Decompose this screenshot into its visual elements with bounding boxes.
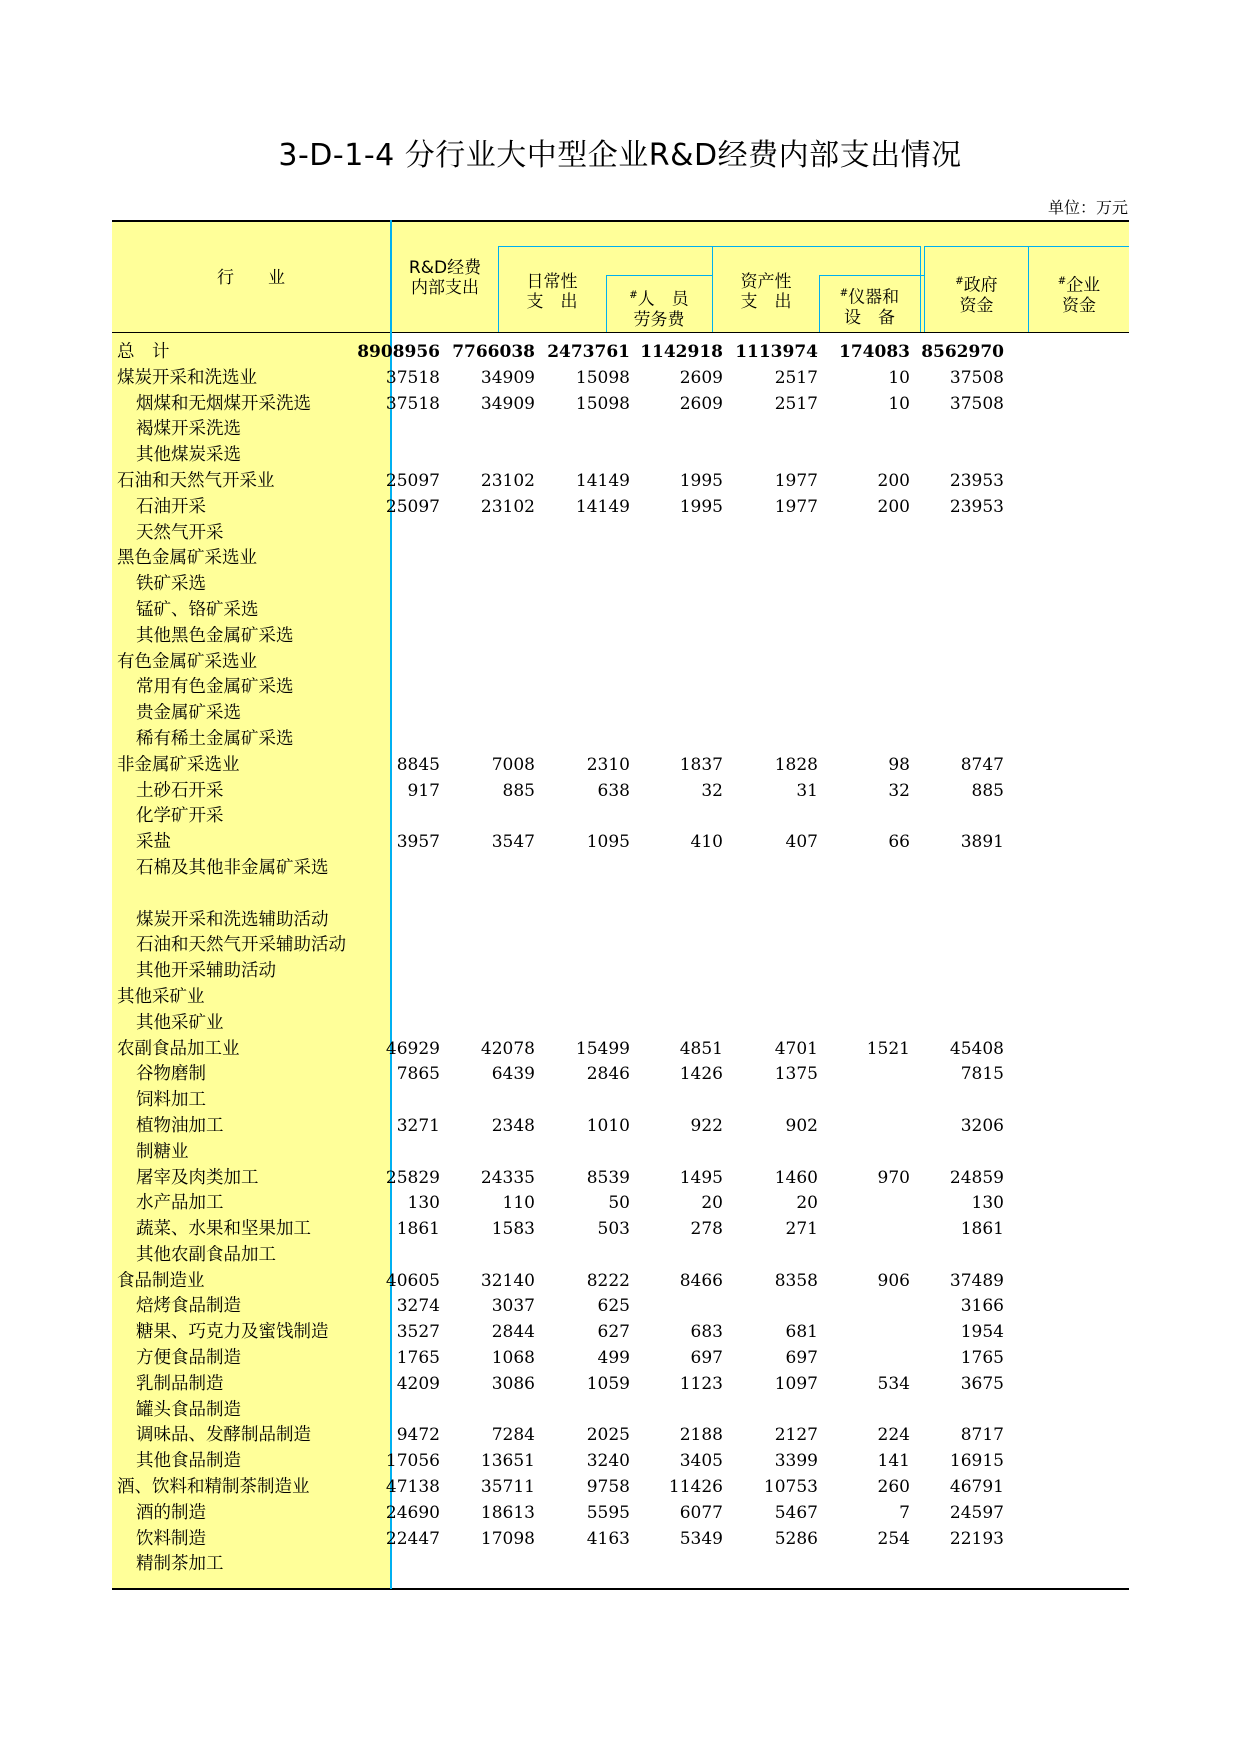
cell-equipment: 3399 (774, 1451, 818, 1472)
cell-daily: 2844 (491, 1322, 535, 1343)
cell-rd-total: 25097 (385, 470, 440, 491)
cell-equipment: 1977 (774, 470, 818, 491)
cell-rd-total: 25097 (385, 496, 440, 517)
cell-equipment: 697 (785, 1348, 818, 1369)
table-row (112, 1062, 1129, 1088)
row-label: 煤炭开采和洗选辅助活动 (136, 909, 329, 930)
cell-government-funds: 10 (888, 393, 910, 414)
cell-daily: 17098 (480, 1528, 535, 1549)
header-government-line1: 政府 (963, 275, 998, 296)
cell-labor: 8539 (586, 1167, 630, 1188)
cell-equipment: 407 (785, 832, 818, 853)
table-row (112, 882, 1129, 908)
row-label: 蔬菜、水果和坚果加工 (136, 1219, 311, 1240)
row-label: 稀有稀土金属矿采选 (136, 728, 294, 749)
header-labor-line2: 劳务费 (633, 309, 685, 330)
cell-capital: 3405 (679, 1451, 723, 1472)
table-row (112, 1449, 1129, 1475)
cell-government-funds: 534 (877, 1373, 910, 1394)
header-rd-total-line1: R&D经费 (408, 258, 482, 278)
table-row (112, 1140, 1129, 1166)
cell-government-funds: 10 (888, 367, 910, 388)
table-row (112, 1372, 1129, 1398)
table-row (112, 701, 1129, 727)
header-enterprise-mark: # (1057, 276, 1067, 287)
cell-equipment: 681 (785, 1322, 818, 1343)
cell-enterprise-funds: 23953 (949, 470, 1004, 491)
row-label: 铁矿采选 (136, 574, 206, 595)
cell-equipment: 2127 (774, 1425, 818, 1446)
row-label: 饲料加工 (136, 1090, 206, 1111)
cell-enterprise-funds: 3206 (960, 1115, 1004, 1136)
cell-daily: 1583 (491, 1219, 535, 1240)
cell-government-funds: 200 (877, 470, 910, 491)
table-row (112, 1037, 1129, 1063)
cell-daily: 7766038 (452, 342, 535, 362)
row-label: 采盐 (136, 832, 171, 853)
cell-capital: 2609 (679, 367, 723, 388)
cell-rd-total: 25829 (385, 1167, 440, 1188)
cell-enterprise-funds: 37489 (949, 1270, 1004, 1291)
table-row (112, 624, 1129, 650)
row-label: 农副食品加工业 (117, 1038, 240, 1059)
header-capital (713, 272, 819, 312)
table-bottom-rule (112, 1588, 1129, 1590)
cell-equipment: 4701 (774, 1038, 818, 1059)
header-labor-mark: # (629, 290, 638, 301)
table-row (112, 856, 1129, 882)
cell-rd-total: 37518 (385, 393, 440, 414)
table-row (112, 1398, 1129, 1424)
cell-government-funds: 32 (888, 780, 910, 801)
page-title: 3-D-1-4 分行业大中型企业R&D经费内部支出情况 (278, 138, 962, 173)
cell-equipment: 1113974 (735, 342, 818, 362)
table-row (112, 469, 1129, 495)
header-equipment-mark: # (839, 288, 849, 299)
header-government-line2: 资金 (959, 295, 994, 316)
cell-rd-total: 3271 (396, 1115, 440, 1136)
header-industry: 行 业 (217, 268, 285, 288)
table-row (112, 933, 1129, 959)
cell-enterprise-funds: 45408 (949, 1038, 1004, 1059)
cell-equipment: 31 (796, 780, 818, 801)
cell-enterprise-funds: 130 (971, 1193, 1004, 1214)
header-enterprise-line1: 企业 (1066, 275, 1101, 296)
row-label: 其他食品制造 (136, 1451, 241, 1472)
cell-daily: 3086 (491, 1373, 535, 1394)
cell-capital: 4851 (679, 1038, 723, 1059)
table-row (112, 495, 1129, 521)
table-row (112, 521, 1129, 547)
column-divider (920, 246, 921, 332)
cell-rd-total: 37518 (385, 367, 440, 388)
table-row (112, 804, 1129, 830)
cell-government-funds: 141 (877, 1451, 910, 1472)
cell-enterprise-funds: 23953 (949, 496, 1004, 517)
cell-capital: 1142918 (640, 342, 723, 362)
row-label: 贵金属矿采选 (136, 703, 241, 724)
table-row (112, 598, 1129, 624)
cell-rd-total: 3527 (396, 1322, 440, 1343)
row-label: 精制茶加工 (136, 1554, 224, 1575)
cell-labor: 2473761 (547, 342, 630, 362)
table-row (112, 1011, 1129, 1037)
unit-label: 单位：万元 (1047, 198, 1128, 217)
table-row (112, 727, 1129, 753)
row-label: 焙烤食品制造 (136, 1296, 241, 1317)
cell-enterprise-funds: 885 (971, 780, 1004, 801)
cell-labor: 14149 (575, 496, 630, 517)
cell-labor: 1010 (586, 1115, 630, 1136)
table-row (112, 1166, 1129, 1192)
table-row (112, 443, 1129, 469)
cell-rd-total: 7865 (396, 1064, 440, 1085)
cell-labor: 9758 (586, 1477, 630, 1498)
row-label: 其他黑色金属矿采选 (136, 625, 294, 646)
cell-rd-total: 3274 (396, 1296, 440, 1317)
data-table (112, 220, 1129, 1590)
row-label: 制糖业 (136, 1141, 189, 1162)
cell-daily: 110 (502, 1193, 535, 1214)
cell-equipment: 1977 (774, 496, 818, 517)
table-row (112, 546, 1129, 572)
cell-enterprise-funds: 37508 (949, 367, 1004, 388)
cell-equipment: 10753 (763, 1477, 818, 1498)
cell-labor: 50 (608, 1193, 630, 1214)
table-row (112, 1346, 1129, 1372)
row-label: 其他开采辅助活动 (136, 961, 276, 982)
table-row (112, 417, 1129, 443)
cell-enterprise-funds: 3675 (960, 1373, 1004, 1394)
header-daily (498, 272, 606, 312)
cell-enterprise-funds: 46791 (949, 1477, 1004, 1498)
row-label: 黑色金属矿采选业 (117, 548, 257, 569)
cell-equipment: 271 (785, 1219, 818, 1240)
cell-government-funds: 66 (888, 832, 910, 853)
cell-labor: 2310 (586, 754, 630, 775)
cell-enterprise-funds: 8747 (960, 754, 1004, 775)
row-label: 谷物磨制 (136, 1064, 206, 1085)
row-label: 水产品加工 (136, 1193, 224, 1214)
row-label: 非金属矿采选业 (117, 754, 240, 775)
table-row-total (112, 340, 1129, 366)
table-row (112, 959, 1129, 985)
cell-equipment: 5467 (774, 1502, 818, 1523)
header-enterprise-line2: 资金 (1062, 295, 1096, 316)
table-row (112, 1269, 1129, 1295)
cell-daily: 34909 (480, 393, 535, 414)
cell-equipment: 1828 (774, 754, 818, 775)
table-row (112, 753, 1129, 779)
cell-daily: 23102 (480, 470, 535, 491)
cell-government-funds: 260 (877, 1477, 910, 1498)
row-label: 煤炭开采和洗选业 (117, 367, 257, 388)
cell-labor: 627 (597, 1322, 630, 1343)
table-row (112, 1294, 1129, 1320)
cell-labor: 1059 (586, 1373, 630, 1394)
cell-daily: 32140 (480, 1270, 535, 1291)
row-label: 调味品、发酵制品制造 (136, 1425, 311, 1446)
cell-daily: 35711 (480, 1477, 535, 1498)
header-labor (606, 286, 712, 330)
header-divider (606, 275, 713, 276)
header-labor-line1: 人 员 (637, 289, 689, 310)
table-row (112, 392, 1129, 418)
header-capital-line1: 资产性 (740, 272, 792, 292)
cell-daily: 885 (502, 780, 535, 801)
cell-rd-total: 3957 (396, 832, 440, 853)
cell-rd-total: 47138 (385, 1477, 440, 1498)
header-divider (924, 246, 1129, 247)
cell-daily: 1068 (491, 1348, 535, 1369)
header-government-mark: # (955, 276, 964, 287)
cell-labor: 625 (597, 1296, 630, 1317)
table-row (112, 830, 1129, 856)
cell-rd-total: 917 (407, 780, 440, 801)
cell-government-funds: 174083 (839, 342, 910, 362)
cell-equipment: 2517 (774, 367, 818, 388)
cell-enterprise-funds: 3891 (960, 832, 1004, 853)
cell-rd-total: 46929 (385, 1038, 440, 1059)
cell-enterprise-funds: 8562970 (921, 342, 1004, 362)
cell-equipment: 1375 (774, 1064, 818, 1085)
row-label: 屠宰及肉类加工 (136, 1167, 259, 1188)
cell-rd-total: 8908956 (357, 342, 440, 362)
cell-capital: 683 (690, 1322, 723, 1343)
table-row (112, 1527, 1129, 1553)
cell-government-funds: 7 (899, 1502, 910, 1523)
header-rd-total (392, 258, 498, 298)
row-label: 烟煤和无烟煤开采洗选 (136, 393, 311, 414)
cell-labor: 1095 (586, 832, 630, 853)
header-daily-line2: 支 出 (526, 292, 578, 312)
cell-labor: 15499 (575, 1038, 630, 1059)
row-label: 饮料制造 (136, 1528, 206, 1549)
row-label: 其他采矿业 (117, 986, 205, 1007)
cell-capital: 922 (690, 1115, 723, 1136)
cell-capital: 11426 (668, 1477, 723, 1498)
header-capital-line2: 支 出 (740, 292, 792, 312)
cell-daily: 18613 (480, 1502, 535, 1523)
cell-daily: 13651 (480, 1451, 535, 1472)
cell-equipment: 2517 (774, 393, 818, 414)
cell-enterprise-funds: 8717 (960, 1425, 1004, 1446)
table-row (112, 1552, 1129, 1578)
table-row (112, 1423, 1129, 1449)
table-body (112, 340, 1129, 1578)
table-top-rule (112, 220, 1129, 222)
row-label: 石棉及其他非金属矿采选 (136, 857, 329, 878)
cell-capital: 410 (690, 832, 723, 853)
row-label: 糖果、巧克力及蜜饯制造 (136, 1322, 329, 1343)
row-label: 石油和天然气开采辅助活动 (136, 935, 346, 956)
cell-labor: 5595 (586, 1502, 630, 1523)
cell-labor: 15098 (575, 393, 630, 414)
cell-capital: 5349 (679, 1528, 723, 1549)
cell-rd-total: 9472 (396, 1425, 440, 1446)
table-row (112, 572, 1129, 598)
cell-daily: 3037 (491, 1296, 535, 1317)
table-row (112, 1191, 1129, 1217)
cell-daily: 24335 (480, 1167, 535, 1188)
cell-government-funds: 906 (877, 1270, 910, 1291)
row-label: 酒的制造 (136, 1502, 206, 1523)
cell-daily: 7008 (491, 754, 535, 775)
header-divider (498, 246, 921, 247)
cell-capital: 697 (690, 1348, 723, 1369)
row-label: 常用有色金属矿采选 (136, 677, 294, 698)
cell-government-funds: 200 (877, 496, 910, 517)
cell-capital: 2188 (679, 1425, 723, 1446)
cell-capital: 32 (701, 780, 723, 801)
cell-capital: 1995 (679, 496, 723, 517)
table-row (112, 1320, 1129, 1346)
cell-labor: 15098 (575, 367, 630, 388)
cell-labor: 3240 (586, 1451, 630, 1472)
cell-government-funds: 224 (877, 1425, 910, 1446)
header-bottom-rule (112, 332, 1129, 333)
cell-equipment: 5286 (774, 1528, 818, 1549)
cell-equipment: 1460 (774, 1167, 818, 1188)
cell-capital: 1426 (679, 1064, 723, 1085)
cell-labor: 14149 (575, 470, 630, 491)
row-label: 罐头食品制造 (136, 1399, 241, 1420)
cell-equipment: 1097 (774, 1373, 818, 1394)
cell-capital: 1995 (679, 470, 723, 491)
cell-labor: 499 (597, 1348, 630, 1369)
row-label: 锰矿、铬矿采选 (136, 599, 259, 620)
header-government-funds (925, 272, 1028, 316)
header-equipment-line1: 仪器和 (848, 287, 900, 308)
header-equipment (819, 284, 920, 328)
cell-government-funds: 98 (888, 754, 910, 775)
row-label: 酒、饮料和精制茶制造业 (117, 1477, 310, 1498)
table-row (112, 985, 1129, 1011)
cell-capital: 20 (701, 1193, 723, 1214)
cell-daily: 3547 (491, 832, 535, 853)
cell-enterprise-funds: 3166 (960, 1296, 1004, 1317)
header-equipment-line2: 设 备 (844, 307, 895, 328)
cell-enterprise-funds: 1765 (960, 1348, 1004, 1369)
cell-enterprise-funds: 16915 (949, 1451, 1004, 1472)
cell-equipment: 902 (785, 1115, 818, 1136)
cell-capital: 1837 (679, 754, 723, 775)
header-enterprise-funds (1029, 272, 1129, 316)
row-label: 土砂石开采 (136, 780, 224, 801)
cell-labor: 8222 (586, 1270, 630, 1291)
row-label: 总 计 (117, 342, 170, 362)
row-label: 化学矿开采 (136, 806, 224, 827)
cell-rd-total: 1765 (396, 1348, 440, 1369)
cell-labor: 638 (597, 780, 630, 801)
row-label: 石油和天然气开采业 (117, 470, 275, 491)
cell-government-funds: 1521 (866, 1038, 910, 1059)
table-row (112, 1217, 1129, 1243)
cell-rd-total: 40605 (385, 1270, 440, 1291)
cell-enterprise-funds: 37508 (949, 393, 1004, 414)
cell-capital: 278 (690, 1219, 723, 1240)
cell-rd-total: 1861 (396, 1219, 440, 1240)
cell-enterprise-funds: 1861 (960, 1219, 1004, 1240)
row-label: 乳制品制造 (136, 1373, 224, 1394)
row-label: 有色金属矿采选业 (117, 651, 257, 672)
cell-daily: 23102 (480, 496, 535, 517)
cell-labor: 2846 (586, 1064, 630, 1085)
cell-rd-total: 8845 (396, 754, 440, 775)
table-row (112, 675, 1129, 701)
cell-equipment: 8358 (774, 1270, 818, 1291)
cell-labor: 503 (597, 1219, 630, 1240)
cell-government-funds: 254 (877, 1528, 910, 1549)
header-rd-total-line2: 内部支出 (411, 278, 479, 298)
cell-rd-total: 22447 (385, 1528, 440, 1549)
table-row (112, 908, 1129, 934)
table-row (112, 1114, 1129, 1140)
row-label: 食品制造业 (117, 1270, 205, 1291)
row-label: 石油开采 (136, 496, 206, 517)
cell-labor: 4163 (586, 1528, 630, 1549)
cell-enterprise-funds: 22193 (949, 1528, 1004, 1549)
cell-daily: 7284 (491, 1425, 535, 1446)
cell-capital: 8466 (679, 1270, 723, 1291)
cell-enterprise-funds: 24597 (949, 1502, 1004, 1523)
row-label: 植物油加工 (136, 1115, 224, 1136)
cell-daily: 2348 (491, 1115, 535, 1136)
cell-rd-total: 4209 (396, 1373, 440, 1394)
cell-enterprise-funds: 1954 (960, 1322, 1004, 1343)
cell-enterprise-funds: 7815 (960, 1064, 1004, 1085)
row-label: 褐煤开采洗选 (136, 419, 241, 440)
row-label: 其他煤炭采选 (136, 445, 241, 466)
header-divider (819, 275, 925, 276)
table-row (112, 1088, 1129, 1114)
cell-capital: 1123 (679, 1373, 723, 1394)
row-label: 其他农副食品加工 (136, 1244, 276, 1265)
row-label: 方便食品制造 (136, 1348, 241, 1369)
table-row (112, 1243, 1129, 1269)
table-row (112, 650, 1129, 676)
cell-daily: 42078 (480, 1038, 535, 1059)
row-label: 其他采矿业 (136, 1012, 224, 1033)
cell-capital: 6077 (679, 1502, 723, 1523)
cell-daily: 6439 (491, 1064, 535, 1085)
cell-rd-total: 17056 (385, 1451, 440, 1472)
row-label: 天然气开采 (136, 522, 224, 543)
header-daily-line1: 日常性 (526, 272, 578, 292)
cell-capital: 2609 (679, 393, 723, 414)
cell-capital: 1495 (679, 1167, 723, 1188)
cell-rd-total: 24690 (385, 1502, 440, 1523)
table-row (112, 1501, 1129, 1527)
cell-enterprise-funds: 24859 (949, 1167, 1004, 1188)
cell-equipment: 20 (796, 1193, 818, 1214)
table-row (112, 779, 1129, 805)
cell-daily: 34909 (480, 367, 535, 388)
table-row (112, 1475, 1129, 1501)
cell-government-funds: 970 (877, 1167, 910, 1188)
cell-labor: 2025 (586, 1425, 630, 1446)
table-row (112, 366, 1129, 392)
cell-rd-total: 130 (407, 1193, 440, 1214)
